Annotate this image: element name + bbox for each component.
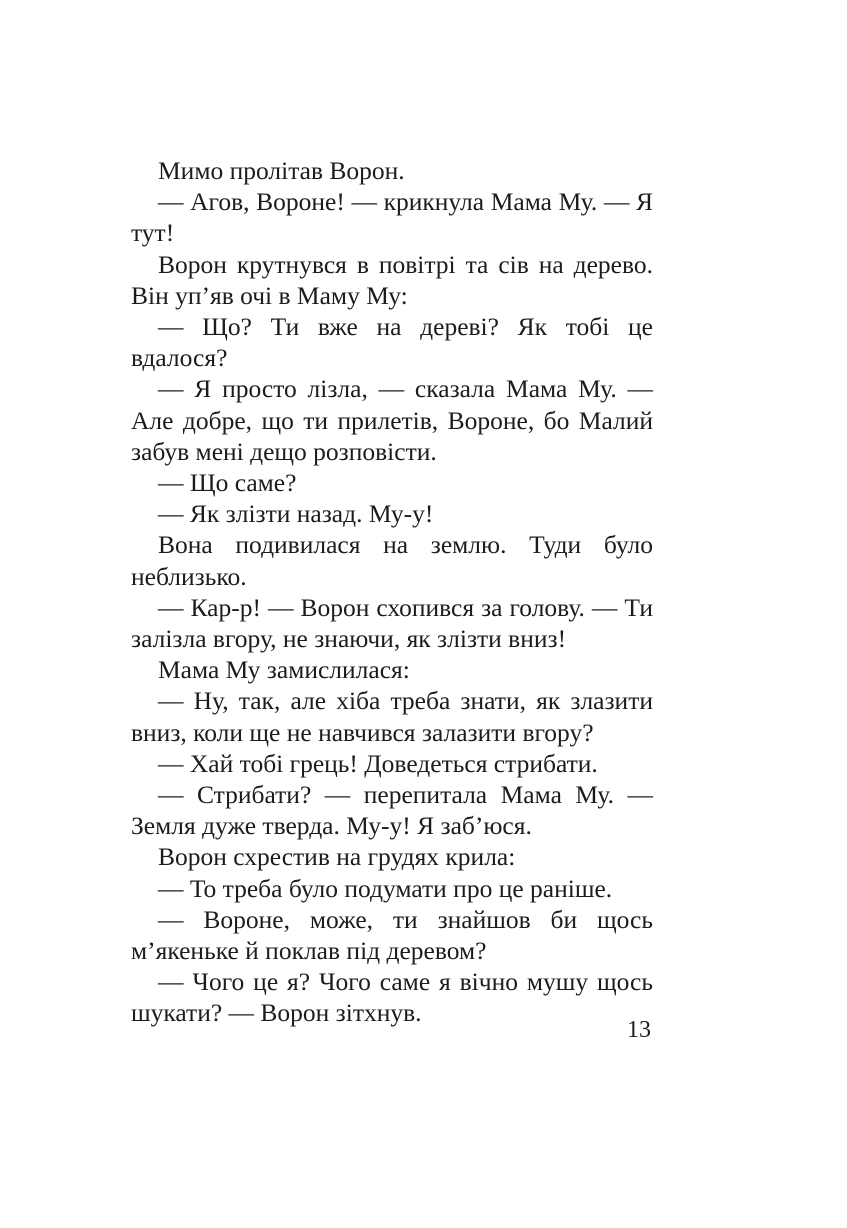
paragraph: — Вороне, може, ти знайшов би щось м’якеньке й поклав під деревом? [131,904,653,966]
page-number: 13 [627,1017,651,1043]
paragraph: — То треба було подумати про це раніше. [158,873,613,903]
paragraph: — Як злізти назад. Му-у! [158,499,434,529]
paragraph: Мимо пролітав Ворон. [158,156,405,185]
paragraph: — Я просто лізла, — сказала Мама Му. — Але добре, що ти прилетів, Вороне, бо Малий забув мені дещо розповісти. [131,374,653,466]
paragraph: — Кар-р! — Ворон схопився за голову. — Ти залізла вгору, не знаючи, як злізти вниз! [131,592,653,654]
paragraph: — Ну, так, але хіба треба знати, як злазити вниз, коли ще не навчився залазити вгору? [131,686,653,747]
paragraph: — Що саме? [158,468,297,498]
paragraph: — Стрибати? — перепитала Мама Му. — Земля дуже тверда. Му-у! Я заб’юся. [131,780,653,841]
paragraph: — Що? Ти вже на дереві? Як тобі це вдалося? [131,312,653,373]
paragraph: Ворон крутнувся в повітрі та сів на дерево. Він уп’яв очі в Маму Му: [131,249,653,310]
paragraph: — Чого це я? Чого саме я вічно мушу щось шукати? — Ворон зітхнув. [131,967,653,1028]
paragraph: Вона подивилася на землю. Туди було неблизько. [131,530,653,591]
paragraph: — Агов, Вороне! — крикнула Мама Му. — Я тут! [131,187,653,248]
story-text [131,155,653,1029]
paragraph: Ворон схрестив на грудях крила: [158,842,516,872]
paragraph: Мама Му замислилася: [158,655,410,685]
paragraph: — Хай тобі грець! Доведеться стрибати. [158,748,598,778]
